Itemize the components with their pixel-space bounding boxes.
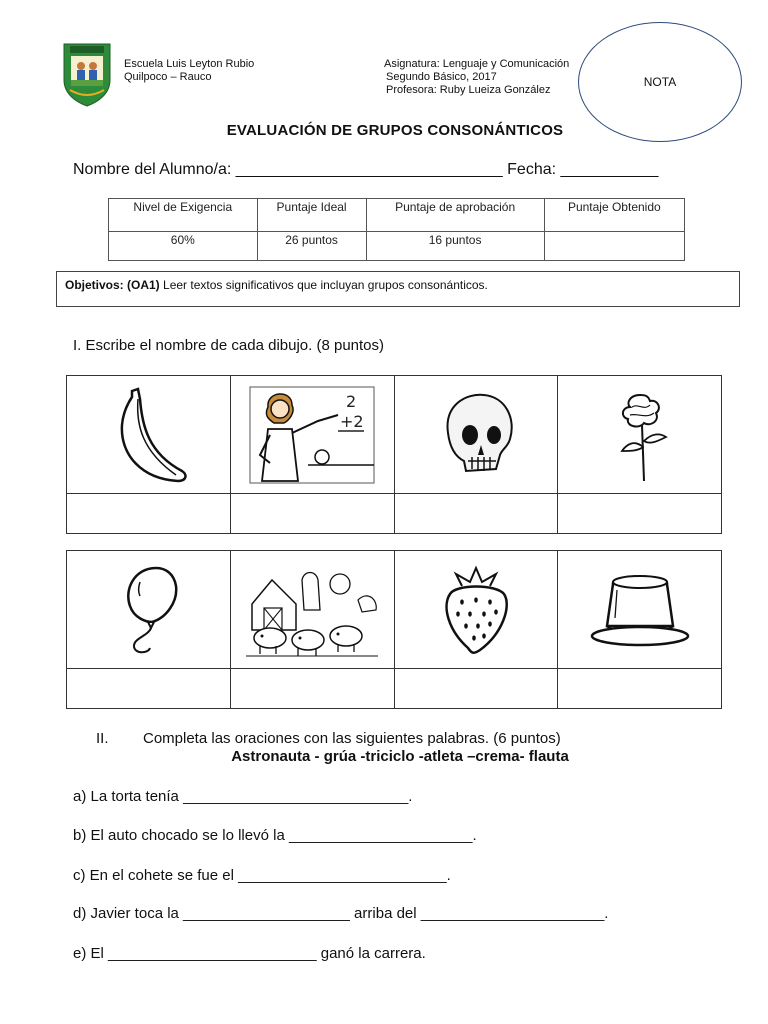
subject-text: Asignatura: Lenguaje y Comunicación — [384, 58, 570, 70]
answer-cell[interactable] — [67, 669, 231, 709]
answer-cell[interactable] — [558, 669, 722, 709]
score-table-value-row — [109, 232, 685, 261]
skull-icon — [426, 385, 526, 485]
sentence-d[interactable]: d) Javier toca la ____________________ arriba del ______________________. — [73, 905, 609, 922]
svg-text:+2: +2 — [340, 411, 364, 431]
balloon-icon — [98, 560, 198, 660]
svg-text:2: 2 — [346, 391, 357, 411]
school-location: Quilpoco – Rauco — [124, 71, 212, 83]
answer-cell[interactable] — [394, 494, 558, 534]
flan-icon — [585, 560, 695, 660]
course-info — [384, 58, 569, 97]
answer-cell[interactable] — [394, 669, 558, 709]
picture-cell — [67, 551, 231, 669]
section-2-title — [96, 730, 561, 747]
objectives-box — [56, 271, 740, 307]
strawberry-icon — [426, 560, 526, 660]
section-2-number: II. — [96, 730, 109, 747]
answer-cell[interactable] — [230, 669, 394, 709]
answer-cell[interactable] — [67, 494, 231, 534]
word-bank: Astronauta - grúa -triciclo -atleta –crema- flauta — [231, 748, 569, 765]
picture-cell — [67, 376, 231, 494]
objectives-text: Leer textos significativos que incluyan grupos consonánticos. — [159, 278, 488, 292]
school-logo — [62, 42, 112, 108]
teacher-icon — [248, 385, 376, 485]
score-table — [108, 198, 685, 261]
picture-cell — [394, 551, 558, 669]
score-table-header-row — [109, 199, 685, 232]
section-1-title: I. Escribe el nombre de cada dibujo. (8 puntos) — [73, 337, 385, 354]
score-header-cell: Nivel de Exigencia — [109, 199, 258, 232]
grade-text: Segundo Básico, 2017 — [386, 71, 497, 83]
carnation-flower-icon — [590, 385, 690, 485]
score-header-cell: Puntaje Ideal — [257, 199, 366, 232]
picture-row — [67, 376, 722, 494]
answer-cell[interactable] — [558, 494, 722, 534]
obtained-score-cell[interactable] — [544, 232, 684, 261]
sentence-e[interactable]: e) El _________________________ ganó la carrera. — [73, 945, 426, 962]
sentence-c[interactable]: c) En el cohete se fue el _________________________. — [73, 867, 451, 884]
banana-icon — [98, 385, 198, 485]
picture-table-1 — [66, 375, 722, 534]
picture-row — [67, 551, 722, 669]
school-name: Escuela Luis Leyton Rubio — [124, 58, 255, 70]
picture-cell — [394, 376, 558, 494]
answer-cell[interactable] — [230, 494, 394, 534]
school-info — [124, 58, 254, 84]
page-title: EVALUACIÓN DE GRUPOS CONSONÁNTICOS — [226, 122, 564, 139]
picture-table-2 — [66, 550, 722, 709]
picture-cell — [230, 551, 394, 669]
score-value-cell: 26 puntos — [257, 232, 366, 261]
teacher-text: Profesora: Ruby Lueiza González — [386, 84, 551, 96]
answer-row — [67, 669, 722, 709]
answer-row — [67, 494, 722, 534]
picture-cell — [558, 551, 722, 669]
score-header-cell: Puntaje Obtenido — [544, 199, 684, 232]
student-name-date-line[interactable]: Nombre del Alumno/a: ______________________________ Fecha: ___________ — [73, 161, 659, 178]
section-2-instructions: Completa las oraciones con las siguientes palabras. (6 puntos) — [143, 730, 561, 747]
score-value-cell: 16 puntos — [366, 232, 544, 261]
picture-cell — [230, 376, 394, 494]
picture-cell — [558, 376, 722, 494]
nota-label: NOTA — [643, 75, 677, 89]
score-header-cell: Puntaje de aprobación — [366, 199, 544, 232]
sentence-a[interactable]: a) La torta tenía ___________________________. — [73, 788, 413, 805]
score-value-cell: 60% — [109, 232, 258, 261]
farm-pigs-icon — [242, 560, 382, 660]
sentence-b[interactable]: b) El auto chocado se lo llevó la ______________________. — [73, 827, 477, 844]
objectives-label: Objetivos: (OA1) — [65, 278, 160, 292]
